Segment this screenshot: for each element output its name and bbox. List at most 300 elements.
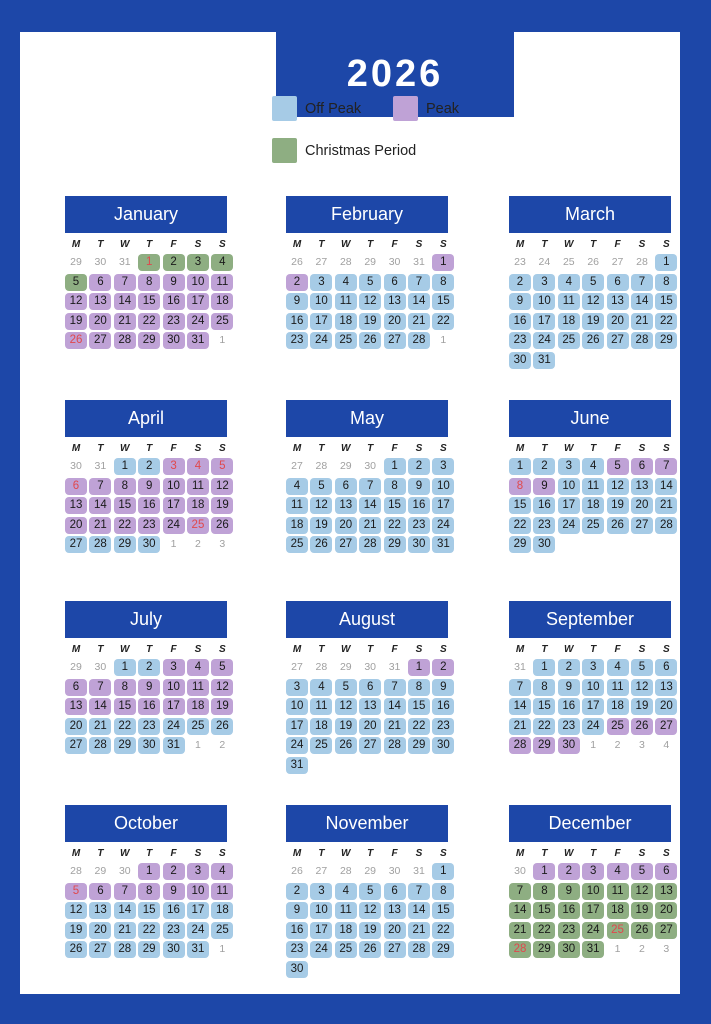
adjacent-month-day: 31 xyxy=(94,460,107,472)
adjacent-month-day: 30 xyxy=(94,256,107,268)
weekday-label: T xyxy=(318,443,325,454)
day-cell: 18 xyxy=(286,517,308,534)
day-cell: 27 xyxy=(631,517,653,534)
month-may xyxy=(286,400,448,556)
adjacent-month-day: 30 xyxy=(388,256,401,268)
day-cell: 4 xyxy=(310,679,332,696)
day-cell: 17 xyxy=(187,902,209,919)
day-cell: 14 xyxy=(631,293,653,310)
day-cell: 24 xyxy=(163,718,185,735)
weekday-label: W xyxy=(564,848,574,859)
weekday-label: W xyxy=(120,644,130,655)
day-cell: 8 xyxy=(533,883,555,900)
legend-label: Off Peak xyxy=(305,100,362,117)
adjacent-month-day: 30 xyxy=(118,865,131,877)
day-cell: 14 xyxy=(408,902,430,919)
weekday-label: F xyxy=(170,644,177,655)
day-cell: 19 xyxy=(631,698,653,715)
weekday-label: T xyxy=(318,848,325,859)
weekday-label: T xyxy=(590,239,597,250)
adjacent-month-day: 1 xyxy=(170,538,177,551)
day-cell: 28 xyxy=(655,517,677,534)
day-cell: 30 xyxy=(408,536,430,553)
day-cell: 20 xyxy=(384,922,406,939)
weekday-label: S xyxy=(194,644,202,655)
day-cell: 16 xyxy=(138,497,160,514)
weekday-label: W xyxy=(564,443,574,454)
weekday-label: S xyxy=(440,239,447,250)
day-cell: 4 xyxy=(187,659,209,676)
adjacent-month-day: 29 xyxy=(70,661,82,673)
day-cell: 20 xyxy=(655,902,677,919)
day-cell: 6 xyxy=(655,863,677,880)
day-cell: 24 xyxy=(533,332,555,349)
day-cell: 24 xyxy=(310,941,332,958)
weekday-label: M xyxy=(71,644,81,655)
day-cell: 30 xyxy=(138,737,160,754)
day-cell: 27 xyxy=(655,922,677,939)
adjacent-month-day: 28 xyxy=(339,865,352,877)
day-cell: 14 xyxy=(359,497,381,514)
day-cell: 18 xyxy=(187,698,209,715)
month-november xyxy=(286,805,448,981)
adjacent-month-day: 28 xyxy=(636,256,648,268)
day-cell: 31 xyxy=(533,352,555,369)
day-cell: 13 xyxy=(655,883,677,900)
day-cell: 26 xyxy=(582,332,604,349)
day-cell: 12 xyxy=(211,478,233,495)
weekday-label: T xyxy=(541,443,548,454)
adjacent-month-day: 29 xyxy=(94,865,107,877)
adjacent-month-day: 3 xyxy=(663,943,670,956)
day-cell: 11 xyxy=(582,478,604,495)
weekday-label: T xyxy=(146,848,153,859)
day-cell: 31 xyxy=(286,757,308,774)
day-cell: 6 xyxy=(65,478,87,495)
day-cell: 28 xyxy=(359,536,381,553)
day-cell: 27 xyxy=(384,941,406,958)
month-title: August xyxy=(286,601,448,638)
adjacent-month-day: 30 xyxy=(364,661,377,673)
weekday-label: S xyxy=(638,848,646,859)
day-cell: 14 xyxy=(408,293,430,310)
adjacent-month-day: 4 xyxy=(663,739,670,752)
month-october xyxy=(65,805,227,961)
day-cell: 15 xyxy=(655,293,677,310)
day-cell: 22 xyxy=(533,718,555,735)
weekday-label: M xyxy=(292,848,302,859)
adjacent-month-day: 29 xyxy=(70,256,82,268)
day-cell: 13 xyxy=(89,293,111,310)
weekday-label: S xyxy=(219,644,226,655)
day-cell: 7 xyxy=(89,679,111,696)
day-cell: 10 xyxy=(432,478,454,495)
day-cell: 10 xyxy=(558,478,580,495)
day-cell: 19 xyxy=(359,313,381,330)
day-cell: 26 xyxy=(65,941,87,958)
day-cell: 19 xyxy=(631,902,653,919)
day-cell: 22 xyxy=(408,718,430,735)
adjacent-month-day: 25 xyxy=(562,256,575,268)
day-cell: 6 xyxy=(359,679,381,696)
day-cell: 16 xyxy=(163,902,185,919)
weekday-label: F xyxy=(391,848,398,859)
day-cell: 30 xyxy=(533,536,555,553)
day-cell: 6 xyxy=(89,883,111,900)
day-cell: 29 xyxy=(138,941,160,958)
day-cell: 18 xyxy=(211,902,233,919)
month-title: September xyxy=(509,601,671,638)
month-title: May xyxy=(286,400,448,437)
day-cell: 7 xyxy=(114,883,136,900)
year-title: 2026 xyxy=(276,32,514,117)
weekday-label: T xyxy=(97,239,104,250)
weekday-label: S xyxy=(638,644,646,655)
adjacent-month-day: 23 xyxy=(514,256,526,268)
day-cell: 15 xyxy=(384,497,406,514)
adjacent-month-day: 29 xyxy=(364,256,377,268)
day-cell: 17 xyxy=(533,313,555,330)
day-cell: 18 xyxy=(335,313,357,330)
day-cell: 27 xyxy=(359,737,381,754)
day-cell: 25 xyxy=(607,922,629,939)
day-cell: 16 xyxy=(558,902,580,919)
day-cell: 4 xyxy=(211,863,233,880)
day-cell: 27 xyxy=(384,332,406,349)
weekday-label: S xyxy=(415,644,423,655)
adjacent-month-day: 30 xyxy=(514,865,526,877)
day-cell: 5 xyxy=(582,274,604,291)
day-cell: 15 xyxy=(114,497,136,514)
day-cell: 11 xyxy=(558,293,580,310)
day-cell: 9 xyxy=(533,478,555,495)
adjacent-month-day: 31 xyxy=(413,256,425,268)
weekday-label: T xyxy=(146,239,153,250)
day-cell: 26 xyxy=(211,718,233,735)
day-cell: 11 xyxy=(286,497,308,514)
day-cell: 15 xyxy=(138,902,160,919)
day-cell: 4 xyxy=(558,274,580,291)
day-cell: 31 xyxy=(432,536,454,553)
day-cell: 11 xyxy=(607,679,629,696)
day-grid xyxy=(286,442,448,556)
day-cell: 13 xyxy=(384,902,406,919)
weekday-label: T xyxy=(97,848,104,859)
day-cell: 7 xyxy=(408,274,430,291)
day-cell: 17 xyxy=(163,698,185,715)
day-cell: 12 xyxy=(359,902,381,919)
weekday-label: W xyxy=(341,644,351,655)
day-cell: 23 xyxy=(138,517,160,534)
legend-peak xyxy=(393,96,459,121)
adjacent-month-day: 26 xyxy=(291,256,303,268)
adjacent-month-day: 24 xyxy=(538,256,551,268)
day-cell: 1 xyxy=(655,254,677,271)
day-cell: 25 xyxy=(607,718,629,735)
weekday-label: M xyxy=(515,644,525,655)
adjacent-month-day: 31 xyxy=(514,661,526,673)
adjacent-month-day: 2 xyxy=(639,943,645,956)
day-cell: 8 xyxy=(114,679,136,696)
day-cell: 4 xyxy=(187,458,209,475)
day-cell: 5 xyxy=(607,458,629,475)
weekday-label: T xyxy=(590,443,597,454)
day-cell: 12 xyxy=(310,497,332,514)
day-cell: 22 xyxy=(432,313,454,330)
day-cell: 10 xyxy=(163,478,185,495)
adjacent-month-day: 26 xyxy=(291,865,303,877)
weekday-label: M xyxy=(515,239,525,250)
day-cell: 6 xyxy=(65,679,87,696)
day-cell: 20 xyxy=(359,718,381,735)
adjacent-month-day: 31 xyxy=(118,256,131,268)
day-cell: 26 xyxy=(359,941,381,958)
day-cell: 27 xyxy=(335,536,357,553)
day-cell: 29 xyxy=(114,536,136,553)
weekday-label: F xyxy=(614,443,621,454)
day-cell: 4 xyxy=(607,659,629,676)
weekday-label: M xyxy=(292,443,302,454)
day-cell: 19 xyxy=(310,517,332,534)
day-cell: 2 xyxy=(138,659,160,676)
day-cell: 28 xyxy=(114,941,136,958)
legend-christmas-period xyxy=(272,138,416,163)
weekday-label: F xyxy=(391,644,398,655)
day-cell: 17 xyxy=(582,698,604,715)
day-cell: 20 xyxy=(655,698,677,715)
day-cell: 25 xyxy=(286,536,308,553)
day-cell: 24 xyxy=(163,517,185,534)
day-cell: 3 xyxy=(558,458,580,475)
weekday-label: T xyxy=(367,644,374,655)
day-cell: 9 xyxy=(138,478,160,495)
day-cell: 24 xyxy=(582,922,604,939)
day-cell: 28 xyxy=(89,737,111,754)
adjacent-month-day: 29 xyxy=(339,460,352,472)
weekday-label: T xyxy=(590,848,597,859)
adjacent-month-day: 30 xyxy=(364,460,377,472)
day-cell: 19 xyxy=(335,718,357,735)
day-grid xyxy=(509,847,671,961)
day-cell: 14 xyxy=(114,293,136,310)
day-cell: 9 xyxy=(286,902,308,919)
day-cell: 31 xyxy=(187,332,209,349)
day-cell: 19 xyxy=(65,922,87,939)
day-cell: 28 xyxy=(631,332,653,349)
day-cell: 9 xyxy=(558,883,580,900)
day-cell: 30 xyxy=(558,737,580,754)
day-cell: 14 xyxy=(509,698,531,715)
day-cell: 16 xyxy=(163,293,185,310)
day-cell: 4 xyxy=(582,458,604,475)
day-cell: 12 xyxy=(65,902,87,919)
adjacent-month-day: 1 xyxy=(219,943,226,956)
day-cell: 13 xyxy=(89,902,111,919)
day-cell: 26 xyxy=(65,332,87,349)
day-cell: 20 xyxy=(65,718,87,735)
day-cell: 21 xyxy=(509,922,531,939)
day-grid xyxy=(286,847,448,981)
day-cell: 18 xyxy=(558,313,580,330)
day-cell: 21 xyxy=(631,313,653,330)
day-cell: 8 xyxy=(408,679,430,696)
day-cell: 10 xyxy=(286,698,308,715)
day-cell: 12 xyxy=(607,478,629,495)
day-cell: 29 xyxy=(533,737,555,754)
weekday-label: W xyxy=(341,848,351,859)
weekday-label: S xyxy=(663,644,670,655)
weekday-label: F xyxy=(391,443,398,454)
adjacent-month-day: 3 xyxy=(639,739,645,752)
day-cell: 22 xyxy=(432,922,454,939)
day-cell: 11 xyxy=(187,679,209,696)
month-title: July xyxy=(65,601,227,638)
day-cell: 14 xyxy=(89,698,111,715)
day-cell: 21 xyxy=(384,718,406,735)
day-grid xyxy=(65,643,227,757)
month-april xyxy=(65,400,227,556)
day-cell: 2 xyxy=(286,883,308,900)
day-cell: 2 xyxy=(432,659,454,676)
day-cell: 8 xyxy=(432,274,454,291)
weekday-label: T xyxy=(590,644,597,655)
day-cell: 15 xyxy=(114,698,136,715)
day-cell: 1 xyxy=(138,863,160,880)
day-cell: 17 xyxy=(286,718,308,735)
day-cell: 13 xyxy=(607,293,629,310)
day-cell: 27 xyxy=(89,941,111,958)
day-cell: 7 xyxy=(509,883,531,900)
day-cell: 27 xyxy=(607,332,629,349)
off-peak-swatch xyxy=(272,96,297,121)
weekday-label: S xyxy=(219,848,226,859)
weekday-label: S xyxy=(415,443,423,454)
day-cell: 27 xyxy=(65,536,87,553)
day-cell: 5 xyxy=(335,679,357,696)
month-title: December xyxy=(509,805,671,842)
day-cell: 19 xyxy=(359,922,381,939)
day-cell: 12 xyxy=(65,293,87,310)
month-title: April xyxy=(65,400,227,437)
day-cell: 7 xyxy=(359,478,381,495)
weekday-label: T xyxy=(541,644,548,655)
day-cell: 11 xyxy=(211,883,233,900)
day-grid xyxy=(509,442,671,556)
adjacent-month-day: 1 xyxy=(440,334,447,347)
day-cell: 11 xyxy=(211,274,233,291)
day-cell: 24 xyxy=(286,737,308,754)
weekday-label: S xyxy=(663,848,670,859)
day-cell: 19 xyxy=(582,313,604,330)
day-cell: 27 xyxy=(65,737,87,754)
day-cell: 15 xyxy=(432,902,454,919)
day-cell: 21 xyxy=(89,718,111,735)
weekday-label: S xyxy=(219,443,226,454)
weekday-label: T xyxy=(146,443,153,454)
day-cell: 1 xyxy=(509,458,531,475)
day-cell: 3 xyxy=(310,274,332,291)
day-cell: 14 xyxy=(89,497,111,514)
day-cell: 18 xyxy=(187,497,209,514)
day-cell: 18 xyxy=(607,902,629,919)
day-cell: 20 xyxy=(631,497,653,514)
day-cell: 1 xyxy=(408,659,430,676)
day-cell: 5 xyxy=(631,863,653,880)
day-cell: 18 xyxy=(310,718,332,735)
day-cell: 23 xyxy=(558,922,580,939)
month-title: October xyxy=(65,805,227,842)
day-cell: 25 xyxy=(310,737,332,754)
adjacent-month-day: 27 xyxy=(315,256,328,268)
day-grid xyxy=(509,238,671,372)
day-cell: 2 xyxy=(533,458,555,475)
weekday-label: W xyxy=(341,443,351,454)
day-cell: 26 xyxy=(359,332,381,349)
adjacent-month-day: 30 xyxy=(388,865,401,877)
day-cell: 15 xyxy=(533,902,555,919)
weekday-label: S xyxy=(219,239,226,250)
weekday-label: F xyxy=(170,848,177,859)
day-cell: 1 xyxy=(384,458,406,475)
day-cell: 28 xyxy=(384,737,406,754)
day-cell: 25 xyxy=(335,941,357,958)
day-cell: 30 xyxy=(558,941,580,958)
day-cell: 4 xyxy=(211,254,233,271)
day-cell: 8 xyxy=(384,478,406,495)
day-cell: 12 xyxy=(582,293,604,310)
weekday-label: W xyxy=(341,239,351,250)
month-title: February xyxy=(286,196,448,233)
day-cell: 8 xyxy=(432,883,454,900)
weekday-label: W xyxy=(564,239,574,250)
day-cell: 29 xyxy=(533,941,555,958)
weekday-label: M xyxy=(71,443,81,454)
weekday-label: M xyxy=(515,848,525,859)
adjacent-month-day: 27 xyxy=(315,865,328,877)
weekday-label: T xyxy=(146,644,153,655)
day-cell: 3 xyxy=(187,863,209,880)
day-cell: 2 xyxy=(138,458,160,475)
day-cell: 2 xyxy=(163,863,185,880)
day-cell: 2 xyxy=(509,274,531,291)
day-cell: 6 xyxy=(631,458,653,475)
day-cell: 21 xyxy=(408,313,430,330)
day-cell: 1 xyxy=(533,863,555,880)
day-cell: 17 xyxy=(582,902,604,919)
day-cell: 8 xyxy=(509,478,531,495)
day-cell: 13 xyxy=(631,478,653,495)
day-cell: 22 xyxy=(509,517,531,534)
day-cell: 2 xyxy=(286,274,308,291)
day-cell: 25 xyxy=(187,718,209,735)
day-grid xyxy=(509,643,671,757)
weekday-label: S xyxy=(194,443,202,454)
day-cell: 17 xyxy=(163,497,185,514)
day-cell: 10 xyxy=(310,902,332,919)
day-cell: 10 xyxy=(310,293,332,310)
day-cell: 3 xyxy=(432,458,454,475)
day-cell: 30 xyxy=(163,941,185,958)
day-cell: 23 xyxy=(163,922,185,939)
month-title: January xyxy=(65,196,227,233)
day-cell: 1 xyxy=(432,863,454,880)
weekday-label: T xyxy=(318,644,325,655)
month-december xyxy=(509,805,671,961)
adjacent-month-day: 26 xyxy=(587,256,600,268)
adjacent-month-day: 29 xyxy=(339,661,352,673)
day-grid xyxy=(65,238,227,352)
month-title: June xyxy=(509,400,671,437)
